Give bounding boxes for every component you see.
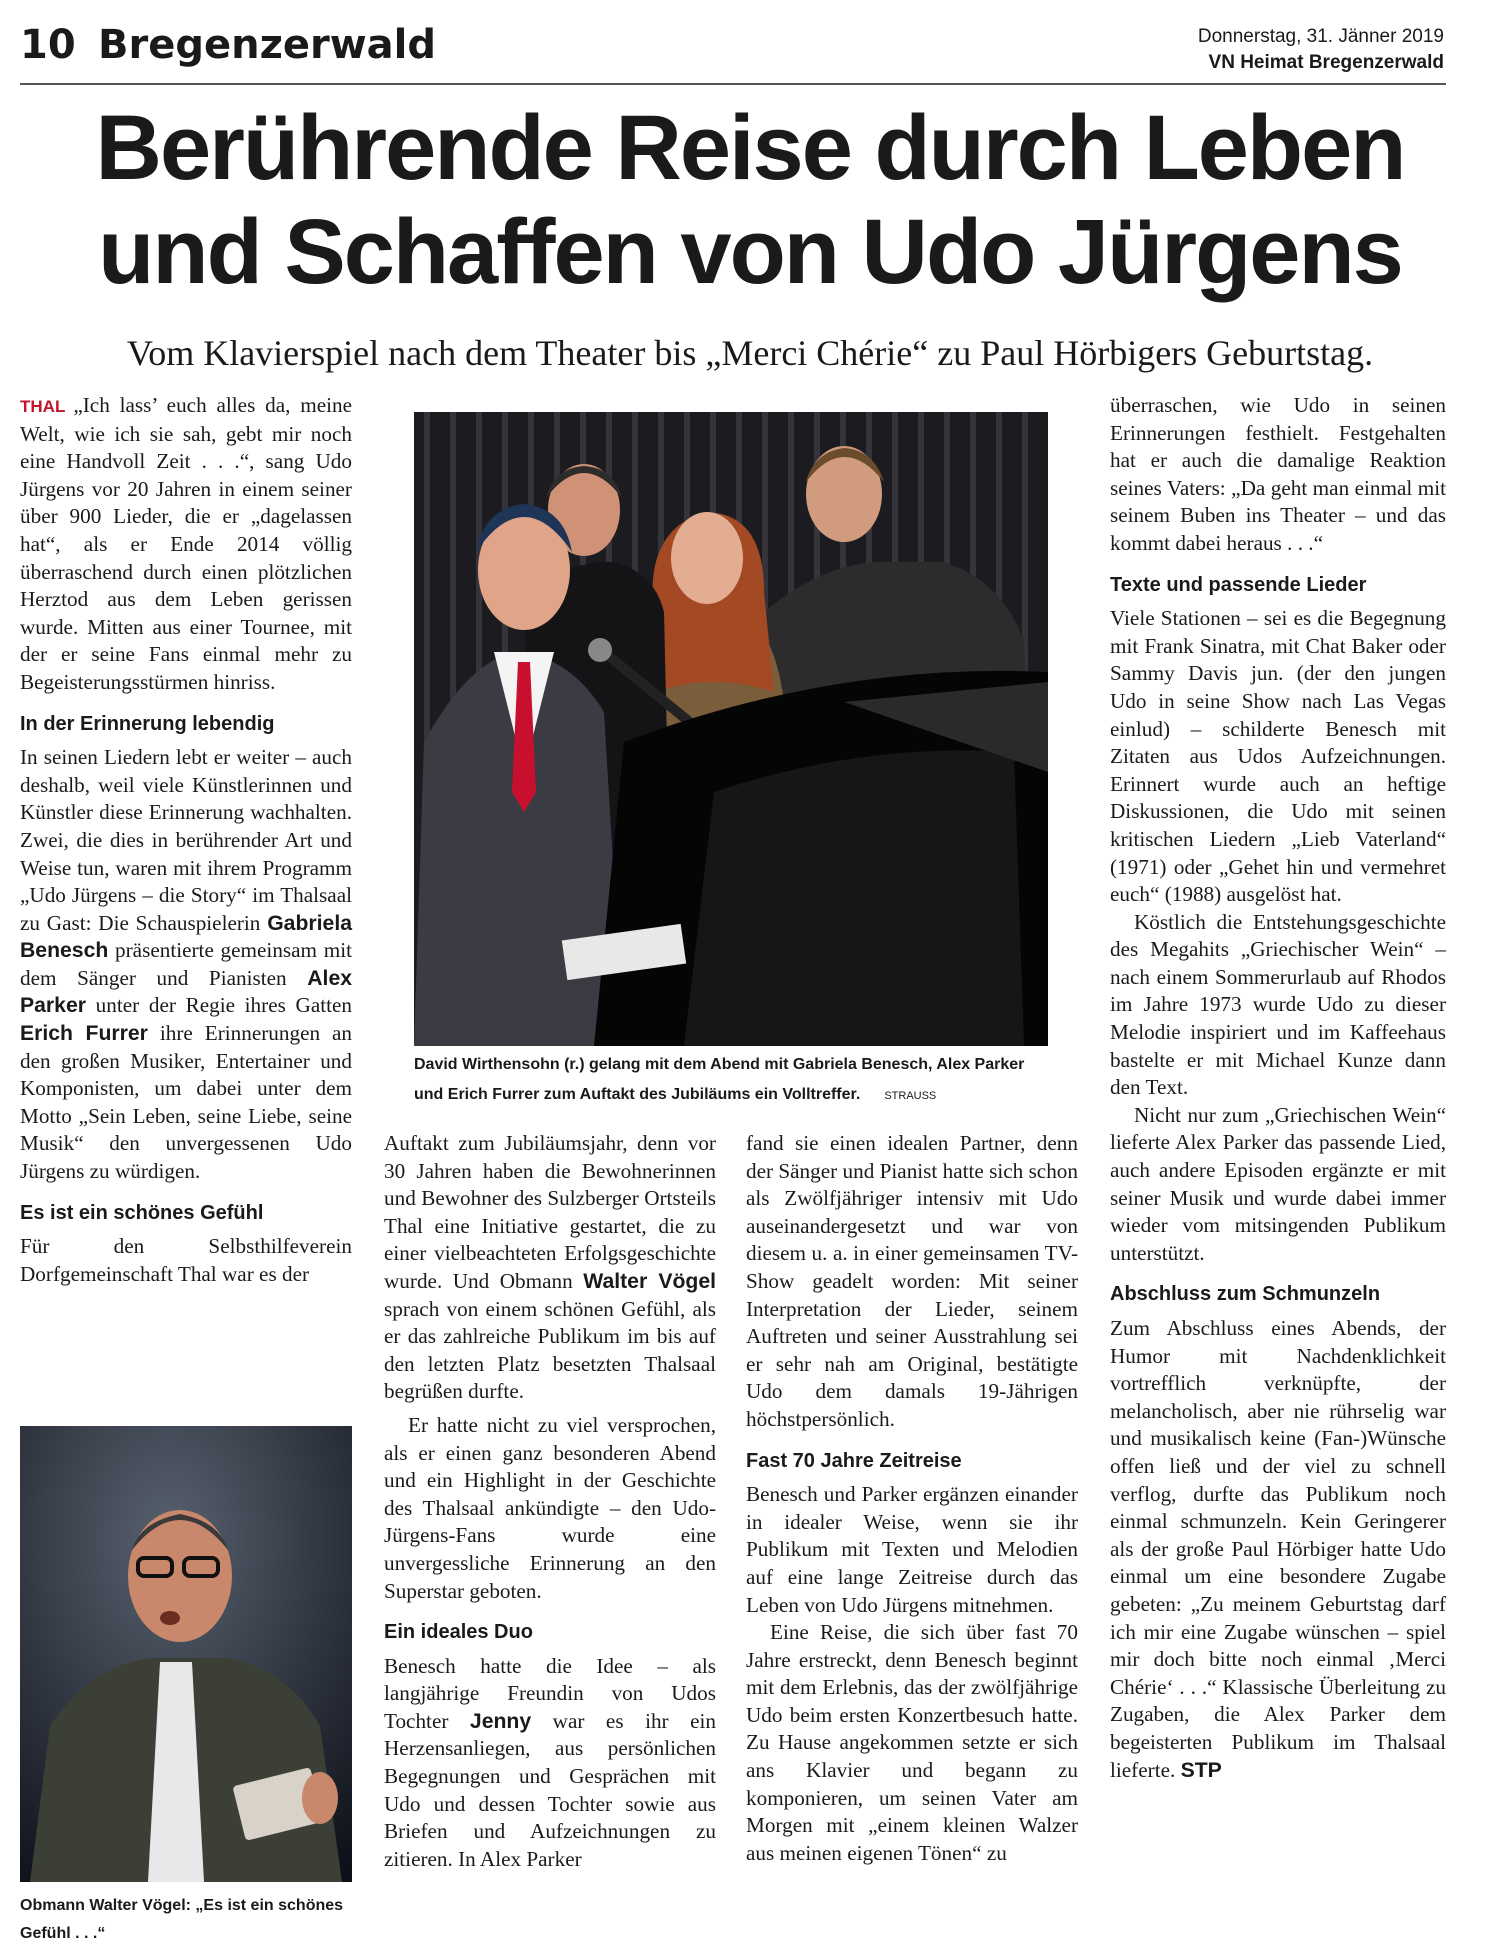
dateline: THAL	[20, 397, 66, 416]
paragraph: überraschen, wie Udo in seinen Erinnerungen festhielt. Festgehalten hat er auch die damalige Reaktion seines Vaters: „Da geht man einmal mit seinem Buben ins Theater – und das kommt dabei heraus . . .“	[1110, 393, 1446, 555]
person-name: Alex Parker	[20, 966, 353, 1018]
paragraph: fand sie einen idealen Partner, denn der Sänger und Pianist hatte sich schon als Zwölfjähriger intensiv mit Udo auseinandergesetzt und war von diesem u. a. in einer gemeinsamen TV-Show geadelt worden: Mit seiner Interpretation der Lieder, seinem Auftreten und seiner Ausstrahlung sei er sehr nah am Original, bestätigte Udo dem damals 19-Jährigen höchstpersönlich.	[746, 1131, 1078, 1431]
paragraph: Viele Stationen – sei es die Begegnung mit Frank Sinatra, mit Chat Baker oder Sammy Davis jun. (der den jungen Udo in seine Show nach Las Vegas einlud) – schilderte Benesch mit Zitaten aus Udos Aufzeichnungen. Erinnert wurde auch an heftige Diskussionen, die Udo mit seinen kritischen Liedern „Lieb Vaterland“ (1971) oder „Gehet hin und vermehret euch“ (1988) ausgelöst hat.	[1110, 606, 1446, 907]
subheading: In der Erinnerung lebendig	[20, 712, 275, 735]
person-name: Jenny	[469, 1709, 532, 1733]
subheading: Ein ideales Duo	[384, 1621, 533, 1644]
page-number: 10	[20, 22, 76, 68]
paragraph: Zum Abschluss eines Abends, der Humor mit Nachdenklichkeit vortrefflich verknüpfte, der melancholisch, aber nie rührselig war und musikalisch keine (Fan-)Wünsche offen ließ und der viel zu schnell verflog, durfte das Publikum noch einmal schmunzeln. Kein Geringerer als der große Paul Hörbiger hatte Udo einmal um eine besondere Zugabe gebeten: „Zu meinem Geburtstag darf ich mir eine Zugabe wünschen – spiel mir doch bitte noch einmal ‚Merci Chérie‘ . . .“ Klassische Überleitung zu Zugaben, die Alex Parker dem begeisterten Publikum im Thalsaal lieferte. STP	[1110, 1316, 1446, 1782]
article-column-3	[746, 1130, 1078, 1867]
edition-name: VN Heimat Bregenzerwald	[1208, 52, 1444, 73]
headline-line-2: und Schaffen von Udo Jürgens	[98, 201, 1402, 303]
subheading: Fast 70 Jahre Zeitreise	[746, 1449, 962, 1472]
person-name: Erich Furrer	[20, 1022, 148, 1046]
photo-credit: STRAUSS	[884, 1090, 937, 1102]
masthead-date-block	[1198, 24, 1444, 76]
article-column-1	[20, 392, 352, 1288]
author-initials: STP	[1180, 1758, 1222, 1782]
issue-date: Donnerstag, 31. Jänner 2019	[1197, 26, 1444, 47]
article-column-4	[1110, 392, 1446, 1784]
photo-walter-voegel-caption: Obmann Walter Vögel: „Es ist ein schönes Gefühl . . .“	[20, 1897, 344, 1942]
subheading: Abschluss zum Schmunzeln	[1110, 1283, 1381, 1306]
paragraph: Benesch hatte die Idee – als langjährige Freundin von Udos Tochter Jenny war es ihr ein Herzensanliegen, aus persönlichen Begegnungen und Gesprächen mit Udo und dessen Tochter sowie aus Briefen und Aufzeichnungen zu zitieren. In Alex Parker	[384, 1653, 716, 1871]
headline-line-1: Berührende Reise durch Leben	[95, 97, 1405, 199]
subheading: Texte und passende Lieder	[1110, 573, 1367, 596]
header-rule	[20, 83, 1446, 85]
article-column-2	[384, 1130, 716, 1873]
person-name: Walter Vögel	[583, 1269, 717, 1293]
section-title: Bregenzerwald	[98, 22, 437, 68]
subheading: Es ist ein schönes Gefühl	[20, 1201, 264, 1224]
paragraph: Für den Selbsthilfeverein Dorfgemeinschaft Thal war es der	[20, 1234, 352, 1286]
paragraph: Eine Reise, die sich über fast 70 Jahre erstreckt, denn Benesch beginnt mit dem Erlebnis, das der zwölfjährige Udo beim ersten Konzertbesuch hatte. Zu Hause angekommen setzte er sich ans Klavier und begann zu komponieren, um seinen Vater am Morgen mit „einem kleinen Walzer aus meinen eigenen Tönen“ zu	[746, 1620, 1078, 1865]
headline	[20, 96, 1480, 304]
photo-main	[414, 412, 1048, 1046]
paragraph: Köstlich die Entstehungsgeschichte des Megahits „Griechischer Wein“ – nach einem Sommerurlaub auf Rhodos im Jahre 1973 wurde Udo zu dieser Melodie inspiriert und im Kaffeehaus bastelte er mit Michael Kunze dann den Text.	[1110, 909, 1446, 1100]
paragraph: THAL „Ich lass’ euch alles da, meine Welt, wie ich sie sah, gebt mir noch eine Handvoll Zeit . . .“, sang Udo Jürgens vor 20 Jahren in einem seiner über 900 Lieder, die er „dagelassen hat“, als er Ende 2014 völlig überraschend durch einen plötzlichen Herztod aus dem Leben gerissen wurde. Mitten aus einer Tournee, mit der er seine Fans einmal mehr zu Begeisterungsstürmen hinriss.	[20, 393, 352, 694]
subheadline: Vom Klavierspiel nach dem Theater bis „Merci Chérie“ zu Paul Hörbigers Geburtstag.	[126, 333, 1374, 373]
photo-walter-voegel	[20, 1426, 352, 1882]
paragraph: Er hatte nicht zu viel versprochen, als er einen ganz besonderen Abend und ein Highlight in der Geschichte des Thalsaal ankündigte – den Udo-Jürgens-Fans wurde eine unvergessliche Erinnerung an den Superstar geboten.	[384, 1412, 716, 1603]
photo-main-image	[414, 412, 1048, 1046]
photo-walter-voegel-image	[20, 1426, 352, 1882]
paragraph: Nicht nur zum „Griechischen Wein“ lieferte Alex Parker das passende Lied, auch andere Episoden ergänzte er mit seiner Musik und wurde dabei immer wieder vom mitsingenden Publikum unterstützt.	[1110, 1102, 1446, 1265]
paragraph: In seinen Liedern lebt er weiter – auch deshalb, weil viele Künstlerinnen und Künstler diese Erinnerung wachhalten. Zwei, die dies in berührender Art und Weise tun, waren mit ihrem Programm „Udo Jürgens – die Story“ im Thalsaal zu Gast: Die Schauspielerin Gabriela Benesch präsentierte gemeinsam mit dem Sänger und Pianisten Alex Parker unter der Regie ihres Gatten Erich Furrer ihre Erinnerungen an den großen Musiker, Entertainer und Komponisten, um dabei unter dem Motto „Sein Leben, seine Liebe, seine Musik“ den unvergessenen Udo Jürgens zu würdigen.	[20, 745, 353, 1184]
person-name: Gabriela Benesch	[20, 911, 352, 963]
photo-main-caption: David Wirthensohn (r.) gelang mit dem Abend mit Gabriela Benesch, Alex Parker und Erich Furrer zum Auftakt des Jubiläums ein Volltreffer. STRAUSS	[414, 1056, 1025, 1103]
paragraph: Auftakt zum Jubiläumsjahr, denn vor 30 Jahren haben die Bewohnerinnen und Bewohner des Sulzberger Ortsteils Thal eine Initiative gestartet, die zu einer vielbeachteten Erfolgsgeschichte wurde. Und Obmann Walter Vögel sprach von einem schönen Gefühl, als er das zahlreiche Publikum im bis auf den letzten Platz besetzten Thalsaal begrüßen durfte.	[384, 1131, 717, 1404]
paragraph: Benesch und Parker ergänzen einander in idealer Weise, wenn sie ihr Publikum mit Texten und Melodien auf eine lange Zeitreise durch das Leben von Udo Jürgens mitnehmen.	[746, 1482, 1078, 1617]
